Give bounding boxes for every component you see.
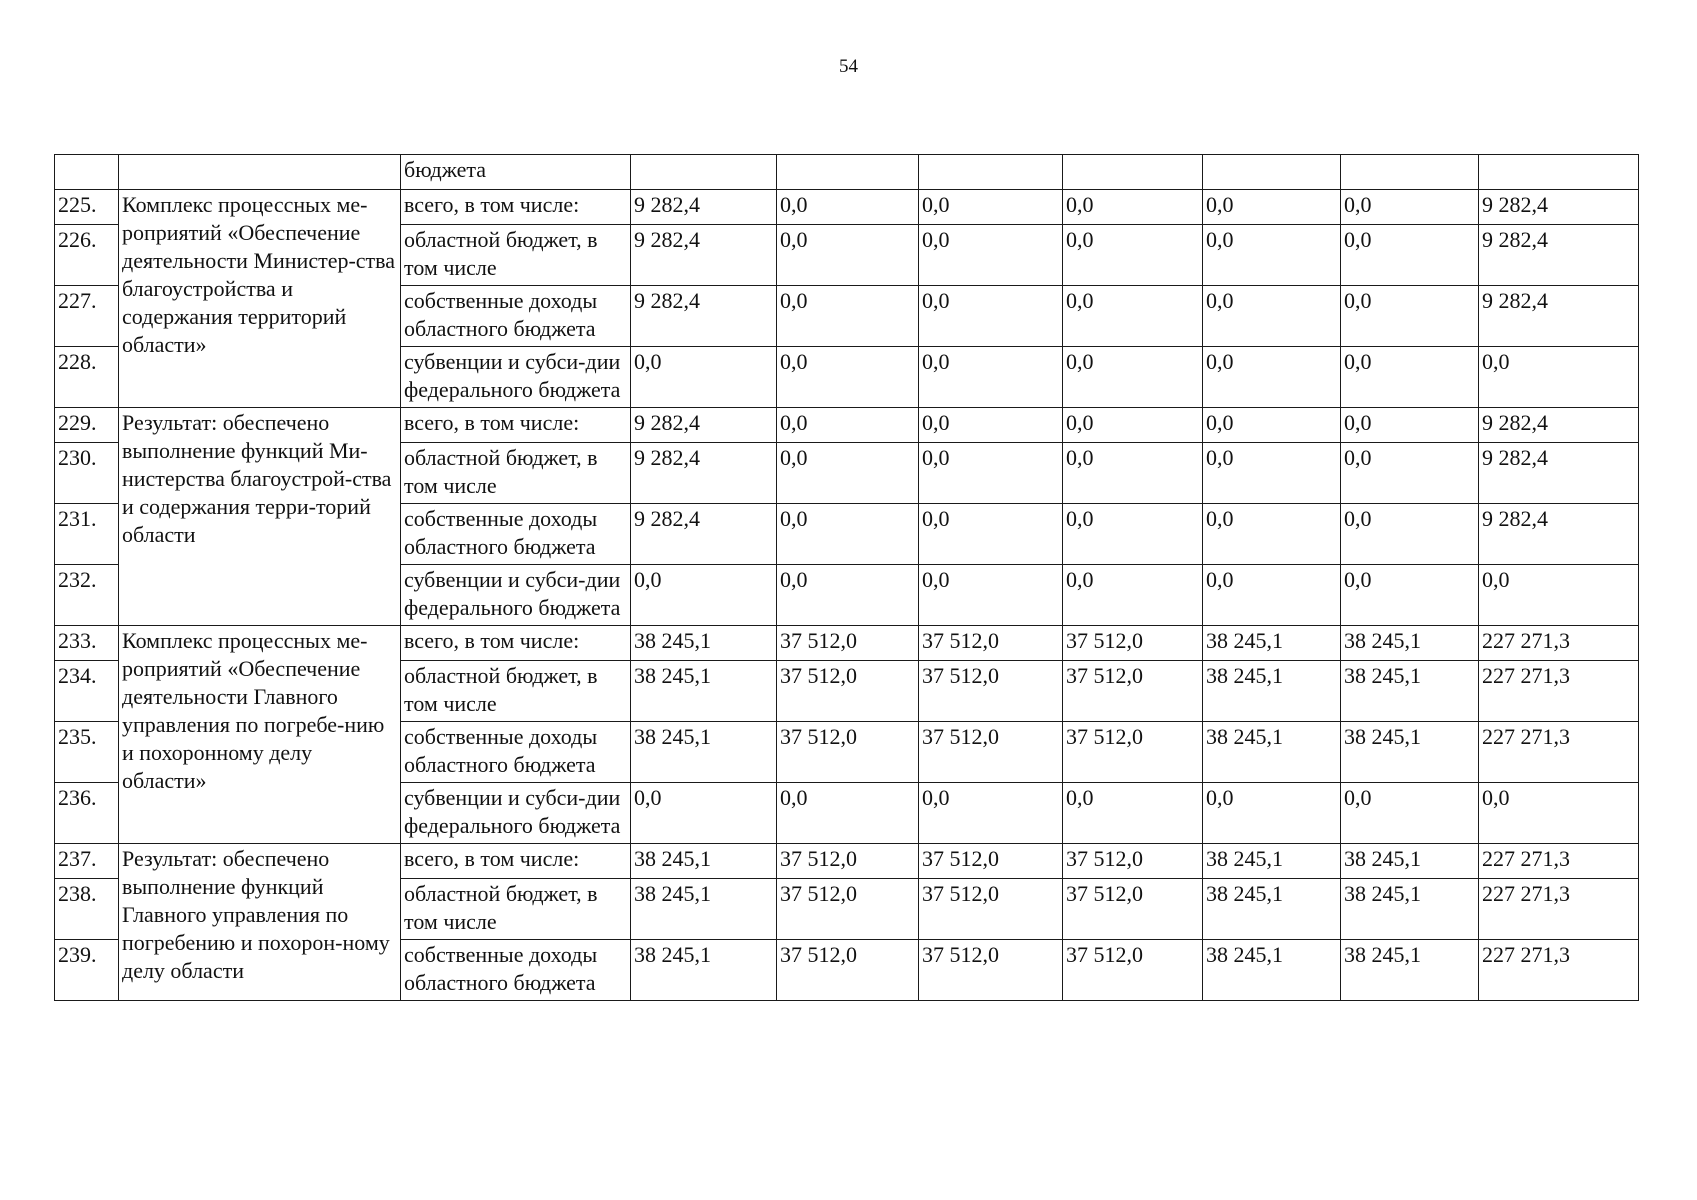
amount-cell: 37 512,0 <box>1063 844 1203 879</box>
amount-cell: 0,0 <box>1203 504 1341 565</box>
amount-cell: 227 271,3 <box>1479 844 1639 879</box>
amount-cell: 0,0 <box>1203 347 1341 408</box>
amount-cell: 37 512,0 <box>1063 879 1203 940</box>
amount-cell: 0,0 <box>777 347 919 408</box>
value-cell <box>1203 155 1341 190</box>
value-cell <box>1341 155 1479 190</box>
amount-cell: 38 245,1 <box>631 722 777 783</box>
funding-source: всего, в том числе: <box>401 190 631 225</box>
amount-cell: 0,0 <box>919 225 1063 286</box>
header-row <box>55 155 1639 190</box>
funding-source: собственные доходы областного бюджета <box>401 722 631 783</box>
amount-cell: 9 282,4 <box>1479 190 1639 225</box>
amount-cell: 9 282,4 <box>1479 504 1639 565</box>
amount-cell: 227 271,3 <box>1479 879 1639 940</box>
amount-cell: 38 245,1 <box>1341 879 1479 940</box>
amount-cell: 0,0 <box>1063 783 1203 844</box>
row-description: Комплекс процессных ме-роприятий «Обеспечение деятельности Министер-ства благоустройства и содержания территорий области» <box>119 190 401 408</box>
amount-cell: 37 512,0 <box>777 844 919 879</box>
amount-cell: 227 271,3 <box>1479 940 1639 1001</box>
row-number: 225. <box>55 190 119 225</box>
row-number: 228. <box>55 347 119 408</box>
amount-cell: 0,0 <box>777 783 919 844</box>
amount-cell: 0,0 <box>1203 565 1341 626</box>
amount-cell: 38 245,1 <box>1203 722 1341 783</box>
table-row <box>55 190 1639 225</box>
amount-cell: 37 512,0 <box>919 626 1063 661</box>
amount-cell: 9 282,4 <box>631 443 777 504</box>
amount-cell: 0,0 <box>1479 565 1639 626</box>
funding-source: областной бюджет, в том числе <box>401 661 631 722</box>
amount-cell: 38 245,1 <box>631 844 777 879</box>
amount-cell: 0,0 <box>1203 408 1341 443</box>
amount-cell: 0,0 <box>1063 408 1203 443</box>
description-cell <box>119 155 401 190</box>
amount-cell: 38 245,1 <box>1203 844 1341 879</box>
funding-source: всего, в том числе: <box>401 408 631 443</box>
funding-source: собственные доходы областного бюджета <box>401 504 631 565</box>
amount-cell: 9 282,4 <box>631 225 777 286</box>
amount-cell: 38 245,1 <box>1341 661 1479 722</box>
amount-cell: 38 245,1 <box>1203 879 1341 940</box>
amount-cell: 0,0 <box>1063 190 1203 225</box>
amount-cell: 37 512,0 <box>777 626 919 661</box>
amount-cell: 9 282,4 <box>1479 443 1639 504</box>
amount-cell: 0,0 <box>1063 347 1203 408</box>
amount-cell: 38 245,1 <box>1341 626 1479 661</box>
amount-cell: 0,0 <box>777 408 919 443</box>
amount-cell: 0,0 <box>777 565 919 626</box>
funding-source: областной бюджет, в том числе <box>401 879 631 940</box>
amount-cell: 0,0 <box>1341 190 1479 225</box>
amount-cell: 0,0 <box>631 783 777 844</box>
table-row <box>55 408 1639 443</box>
amount-cell: 0,0 <box>919 190 1063 225</box>
row-number: 236. <box>55 783 119 844</box>
funding-source: собственные доходы областного бюджета <box>401 286 631 347</box>
amount-cell: 0,0 <box>919 443 1063 504</box>
amount-cell: 0,0 <box>919 408 1063 443</box>
row-description: Комплекс процессных ме-роприятий «Обеспечение деятельности Главного управления по погребе-нию и похоронному делу области» <box>119 626 401 844</box>
amount-cell: 0,0 <box>1341 408 1479 443</box>
amount-cell: 0,0 <box>1479 783 1639 844</box>
amount-cell: 0,0 <box>1203 443 1341 504</box>
amount-cell: 37 512,0 <box>919 722 1063 783</box>
amount-cell: 0,0 <box>1341 783 1479 844</box>
row-number: 235. <box>55 722 119 783</box>
amount-cell: 0,0 <box>1341 347 1479 408</box>
amount-cell: 0,0 <box>1341 225 1479 286</box>
amount-cell: 0,0 <box>1341 504 1479 565</box>
amount-cell: 37 512,0 <box>919 844 1063 879</box>
amount-cell: 38 245,1 <box>1341 940 1479 1001</box>
amount-cell: 37 512,0 <box>777 661 919 722</box>
row-number: 239. <box>55 940 119 1001</box>
amount-cell: 0,0 <box>777 225 919 286</box>
row-number: 229. <box>55 408 119 443</box>
amount-cell: 38 245,1 <box>631 661 777 722</box>
amount-cell: 0,0 <box>777 190 919 225</box>
amount-cell: 0,0 <box>1203 286 1341 347</box>
amount-cell: 37 512,0 <box>919 940 1063 1001</box>
amount-cell: 0,0 <box>1203 783 1341 844</box>
amount-cell: 227 271,3 <box>1479 661 1639 722</box>
source-cell: бюджета <box>401 155 631 190</box>
row-number: 230. <box>55 443 119 504</box>
amount-cell: 0,0 <box>919 565 1063 626</box>
amount-cell: 0,0 <box>1063 565 1203 626</box>
amount-cell: 37 512,0 <box>919 661 1063 722</box>
amount-cell: 9 282,4 <box>631 408 777 443</box>
amount-cell: 38 245,1 <box>1203 626 1341 661</box>
amount-cell: 9 282,4 <box>631 190 777 225</box>
budget-table <box>54 154 1639 1001</box>
value-cell <box>631 155 777 190</box>
amount-cell: 9 282,4 <box>1479 286 1639 347</box>
amount-cell: 0,0 <box>631 565 777 626</box>
amount-cell: 9 282,4 <box>631 504 777 565</box>
row-description: Результат: обеспечено выполнение функций Главного управления по погребению и похорон-ному делу области <box>119 844 401 1001</box>
row-number: 232. <box>55 565 119 626</box>
amount-cell: 37 512,0 <box>1063 661 1203 722</box>
amount-cell: 37 512,0 <box>919 879 1063 940</box>
funding-source: субвенции и субси-дии федерального бюджета <box>401 347 631 408</box>
amount-cell: 37 512,0 <box>1063 722 1203 783</box>
amount-cell: 0,0 <box>919 783 1063 844</box>
funding-source: всего, в том числе: <box>401 844 631 879</box>
amount-cell: 0,0 <box>1203 190 1341 225</box>
page-number: 54 <box>839 56 858 77</box>
amount-cell: 38 245,1 <box>1203 661 1341 722</box>
funding-source: субвенции и субси-дии федерального бюджета <box>401 783 631 844</box>
funding-source: областной бюджет, в том числе <box>401 225 631 286</box>
amount-cell: 0,0 <box>1341 443 1479 504</box>
row-number: 231. <box>55 504 119 565</box>
amount-cell: 0,0 <box>1203 225 1341 286</box>
row-number: 234. <box>55 661 119 722</box>
row-number: 233. <box>55 626 119 661</box>
table-row <box>55 626 1639 661</box>
funding-source: субвенции и субси-дии федерального бюджета <box>401 565 631 626</box>
amount-cell: 9 282,4 <box>631 286 777 347</box>
amount-cell: 0,0 <box>1341 565 1479 626</box>
amount-cell: 227 271,3 <box>1479 626 1639 661</box>
funding-source: областной бюджет, в том числе <box>401 443 631 504</box>
amount-cell: 37 512,0 <box>777 940 919 1001</box>
row-number: 238. <box>55 879 119 940</box>
row-description: Результат: обеспечено выполнение функций Ми-нистерства благоустрой-ства и содержания терри-торий области <box>119 408 401 626</box>
amount-cell: 0,0 <box>1063 504 1203 565</box>
amount-cell: 38 245,1 <box>1203 940 1341 1001</box>
amount-cell: 227 271,3 <box>1479 722 1639 783</box>
amount-cell: 0,0 <box>1063 225 1203 286</box>
amount-cell: 38 245,1 <box>1341 844 1479 879</box>
amount-cell: 0,0 <box>1479 347 1639 408</box>
amount-cell: 0,0 <box>919 286 1063 347</box>
row-number: 226. <box>55 225 119 286</box>
amount-cell: 0,0 <box>777 504 919 565</box>
amount-cell: 37 512,0 <box>777 879 919 940</box>
funding-source: всего, в том числе: <box>401 626 631 661</box>
amount-cell: 0,0 <box>1063 286 1203 347</box>
amount-cell: 0,0 <box>777 286 919 347</box>
amount-cell: 38 245,1 <box>631 879 777 940</box>
amount-cell: 37 512,0 <box>1063 626 1203 661</box>
funding-source: собственные доходы областного бюджета <box>401 940 631 1001</box>
amount-cell: 37 512,0 <box>1063 940 1203 1001</box>
table-row <box>55 844 1639 879</box>
amount-cell: 0,0 <box>919 504 1063 565</box>
amount-cell: 38 245,1 <box>1341 722 1479 783</box>
row-number: 227. <box>55 286 119 347</box>
num-cell <box>55 155 119 190</box>
amount-cell: 9 282,4 <box>1479 225 1639 286</box>
amount-cell: 38 245,1 <box>631 940 777 1001</box>
amount-cell: 38 245,1 <box>631 626 777 661</box>
amount-cell: 0,0 <box>777 443 919 504</box>
value-cell <box>777 155 919 190</box>
row-number: 237. <box>55 844 119 879</box>
value-cell <box>1479 155 1639 190</box>
amount-cell: 0,0 <box>919 347 1063 408</box>
amount-cell: 0,0 <box>1341 286 1479 347</box>
value-cell <box>1063 155 1203 190</box>
value-cell <box>919 155 1063 190</box>
amount-cell: 9 282,4 <box>1479 408 1639 443</box>
amount-cell: 37 512,0 <box>777 722 919 783</box>
amount-cell: 0,0 <box>631 347 777 408</box>
amount-cell: 0,0 <box>1063 443 1203 504</box>
